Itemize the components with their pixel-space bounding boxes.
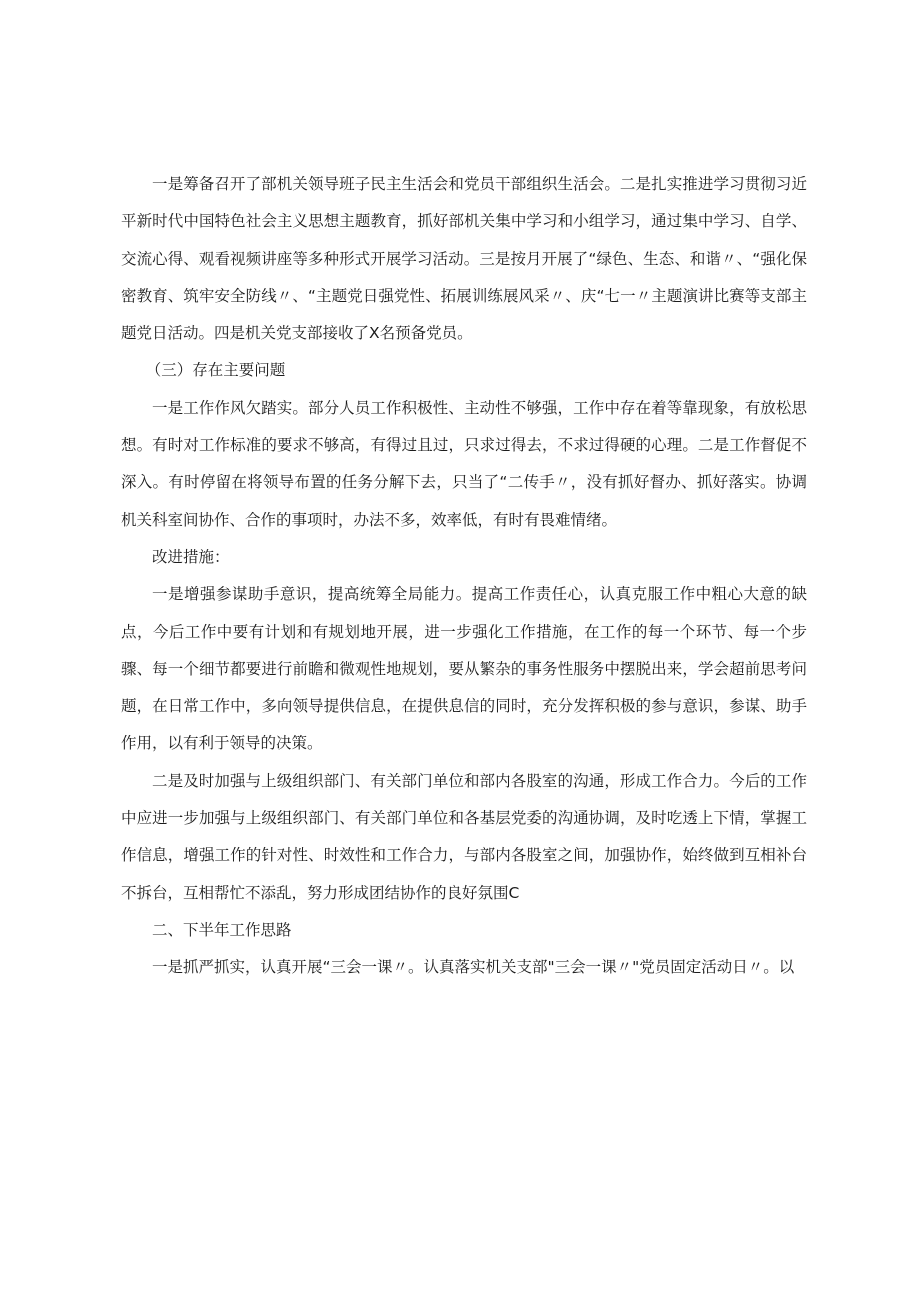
paragraph-party-activities: 一是筹备召开了部机关领导班子民主生活会和党员干部组织生活会。二是扎实推进学习贯彻习近平新时代中国特色社会主义思想主题教育，抓好部机关集中学习和小组学习，通过集中学习、自学、交流心得、观看视频讲座等多种形式开展学习活动。三是按月开展了“绿色、生态、和谐〃、“强化保密教育、筑牢安全防线〃、“主题党日强党性、拓展训练展风采〃、庆“七一〃主题演讲比赛等支部主题党日活动。四是机关党支部接收了X名预备党员。 (121, 175, 807, 343)
section-heading-main-problems: （三）存在主要问题 (145, 361, 286, 380)
section-heading-improvement-measures: 改进措施： (152, 547, 230, 566)
paragraph-problems: 一是工作作风欠踏实。部分人员工作积极性、主动性不够强，工作中存在着等靠现象，有放松思想。有时对工作标准的要求不够高，有得过且过，只求过得去，不求过得硬的心理。二是工作督促不深入。有时停留在将领导布置的任务分解下去，只当了“二传手〃，没有抓好督办、抓好落实。协调机关科室间协作、合作的事项时，办法不多，效率低，有时有畏难情绪。 (121, 398, 807, 529)
paragraph-plan-one: 一是抓严抓实，认真开展“三会一课〃。认真落实机关支部"三会一课〃"党员固定活动日〃。以 (152, 958, 795, 977)
paragraph-measure-one: 一是增强参谋助手意识，提高统筹全局能力。提高工作责任心，认真克服工作中粗心大意的缺点，今后工作中要有计划和有规划地开展，进一步强化工作措施，在工作的每一个环节、每一个步骤、每一个细节都要进行前瞻和微观性地规划，要从繁杂的事务性服务中摆脱出来，学会超前思考问题，在日常工作中，多向领导提供信息，在提供息信的同时，充分发挥积极的参与意识，参谋、助手作用，以有利于领导的决策。 (121, 585, 807, 753)
section-heading-second-half-plan: 二、下半年工作思路 (152, 920, 292, 939)
document-body (121, 166, 807, 987)
paragraph-measure-two: 二是及时加强与上级组织部门、有关部门单位和部内各股室的沟通，形成工作合力。今后的工作中应进一步加强与上级组织部门、有关部门单位和各基层党委的沟通协调，及时吃透上下情，掌握工作信息，增强工作的针对性、时效性和工作合力，与部内各股室之间，加强协作，始终做到互相补台不拆台，互相帮忙不添乱，努力形成团结协作的良好氛围C (121, 771, 807, 902)
